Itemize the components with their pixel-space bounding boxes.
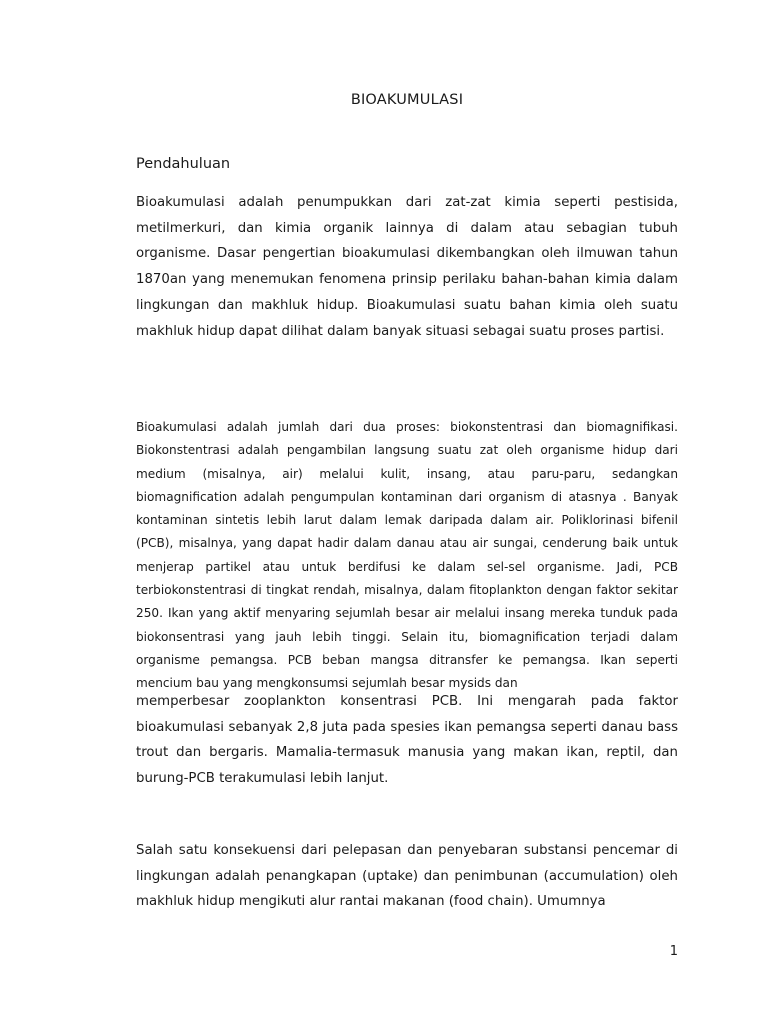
paragraph-intro: Bioakumulasi adalah penumpukkan dari zat-zat kimia seperti pestisida, metilmerkuri, dan kimia organik lainnya di dalam atau sebagian tubuh organisme. Dasar pengertian bioakumulasi dikembangkan oleh ilmuwan tahun 1870an yang menemukan fenomena prinsip perilaku bahan-bahan kimia dalam lingkungan dan makhluk hidup. Bioakumulasi suatu bahan kimia oleh suatu makhluk hidup dapat dilihat dalam banyak situasi sebagai suatu proses partisi. (136, 195, 678, 339)
page-number: 1 (669, 944, 678, 959)
paragraph-pcb-magnification: memperbesar zooplankton konsentrasi PCB. Ini mengarah pada faktor bioakumulasi sebanyak 2,8 juta pada spesies ikan pemangsa seperti danau bass trout dan bergaris. Mamalia-termasuk manusia yang makan ikan, reptil, dan burung-PCB terakumulasi lebih lanjut. (136, 694, 678, 787)
section-heading: Pendahuluan (136, 156, 231, 172)
document-title: BIOAKUMULASI (350, 92, 464, 108)
paragraph-bioaccumulation-process: Bioakumulasi adalah jumlah dari dua proses: biokonstentrasi dan biomagnifikasi. Biokonstentrasi adalah pengambilan langsung suatu zat oleh organisme hidup dari medium (misalnya, air) melalui kulit, insang, atau paru-paru, sedangkan biomagnification adalah pengumpulan kontaminan dari organism di atasnya . Banyak kontaminan sintetis lebih larut dalam lemak daripada dalam air. Poliklorinasi bifenil (PCB), misalnya, yang dapat hadir dalam danau atau air sungai, cenderung baik untuk menjerap partikel atau untuk berdifusi ke dalam sel-sel organisme. Jadi, PCB terbiokonstentrasi di tingkat rendah, misalnya, dalam fitoplankton dengan faktor sekitar 250. Ikan yang aktif menyaring sejumlah besar air melalui insang mereka tunduk pada biokonsentrasi yang jauh lebih tinggi. Selain itu, biomagnification terjadi dalam organisme pemangsa. PCB beban mangsa ditransfer ke pemangsa. Ikan seperti mencium bau yang mengkonsumsi sejumlah besar mysids dan (136, 420, 678, 691)
paragraph-consequences: Salah satu konsekuensi dari pelepasan dan penyebaran substansi pencemar di lingkungan adalah penangkapan (uptake) dan penimbunan (accumulation) oleh makhluk hidup mengikuti alur rantai makanan (food chain). Umumnya (136, 843, 678, 910)
document-page (136, 0, 678, 1024)
